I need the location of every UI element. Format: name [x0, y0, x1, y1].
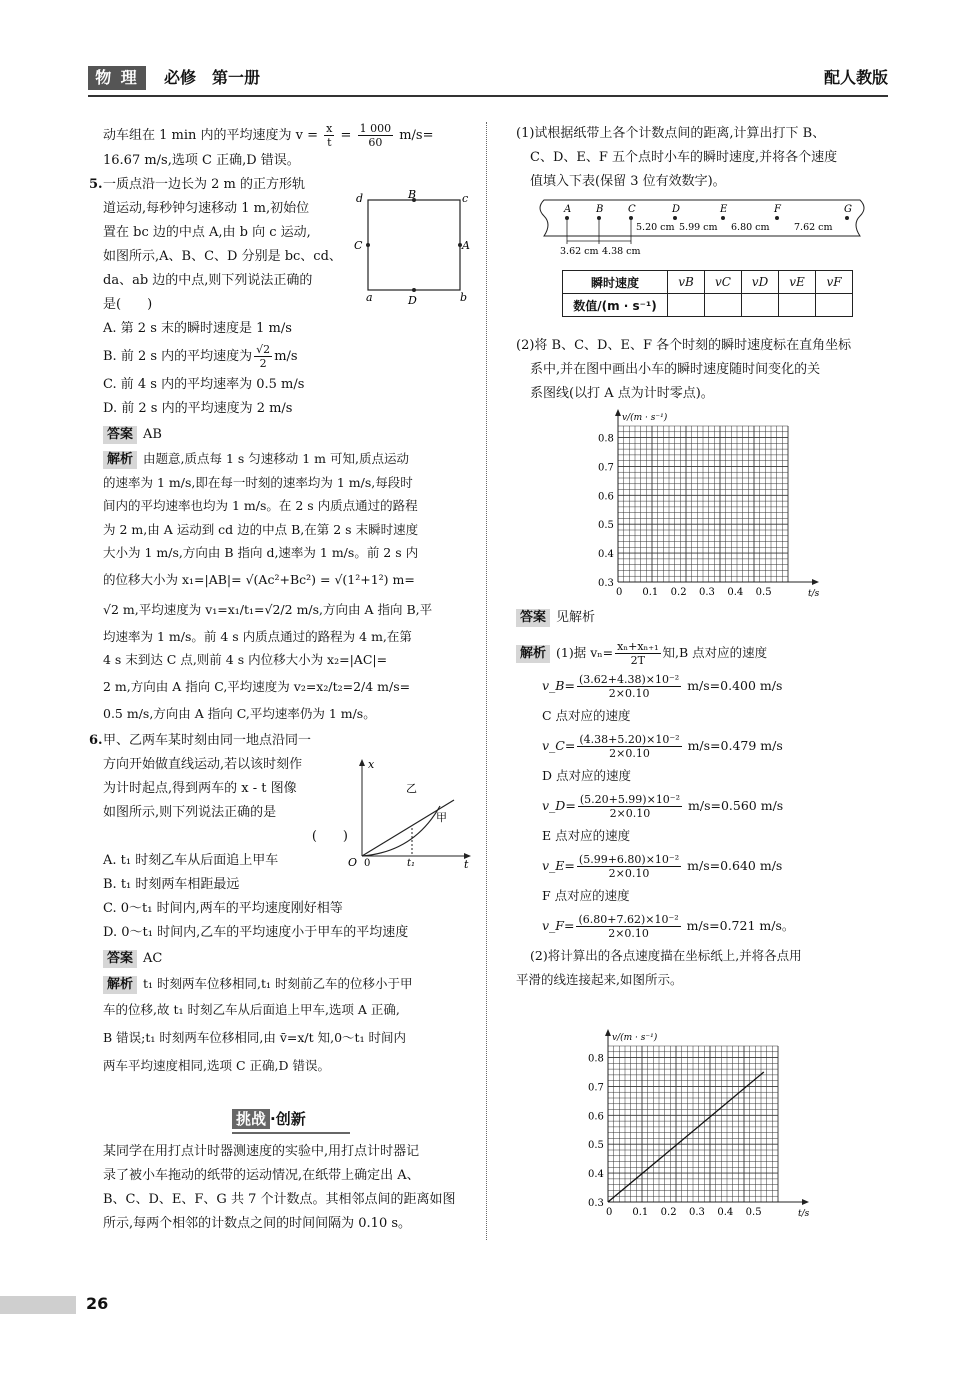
- q6-analysis: 解析 t₁ 时刻两车位移相同,t₁ 时刻前乙车的位移小于甲 车的位移,故 t₁ 时刻乙车从后面追上甲车,选项 A 正确, B 错误;t₁ 时刻两车位移相同,由 v̄=x/t 知,0～t₁ 时间内 两车平均速度相同,选项 C 正确,D 错误。: [103, 976, 413, 1073]
- origin-label: O: [348, 856, 358, 868]
- calc-label: C 点对应的速度: [542, 708, 631, 723]
- calc-vB: v_B= $\frac{\text{(3.62+4.38)×10⁻²}}{2\times 0.10}$ m/s=0.400 m/s: [542, 673, 783, 700]
- xt-graph-figure: [344, 756, 474, 868]
- q5-analysis: 解析 由题意,质点每 1 s 匀速移动 1 m 可知,质点运动 的速率为 1 m/s,即在每一时刻的速率均为 1 m/s,每段时 间内的平均速率也均为 1 m/s。在 2 s 内质点通过的路程 为 2 m,由 A 运动到 cd 边的中点 B,在第 2 s 末瞬时速度 大小为 1 m/s,方向由 B 指向 d,速率为 1 m/s。前 2 s 内 的位移大小为 x₁=|AB|= √(Ac²+Bc²) = √(1²+1²) m= √2 m,平均速度为 v₁=x₁/t₁=√2/2 m/s,方向由 A 指向 B,平 均速率为 1 m/s。前 4 s 内质点通过的路程为 4 m,在第 4 s 末到达 C 点,则前 4 s 内位移大小为 x₂=|AC|= 2 m,方向由 A 指向 C,平均速度为 v₂=x₂/t₂=2/4 m/s= 0.5 m/s,方向由 A 指向 C,平均速率仍为 1 m/s。: [103, 451, 433, 721]
- x-tick-label: 0.5: [755, 587, 772, 598]
- question-number: 6.: [89, 733, 103, 748]
- fraction: $\frac{x}{t}$: [326, 122, 333, 149]
- q5-stem-line: 道运动,每秒钟匀速移动 1 m,初始位: [103, 201, 310, 216]
- label-yi: 乙: [406, 782, 417, 795]
- y-tick-label: 0.4: [598, 549, 614, 561]
- q5-option-c: C. 前 4 s 内的平均速率为 0.5 m/s: [103, 377, 305, 392]
- table-cell: [705, 294, 742, 317]
- zero-label: 0: [364, 858, 371, 868]
- table-header-value: 数值/(m · s⁻¹): [563, 294, 668, 317]
- label-C: C: [354, 239, 363, 252]
- page-number-bar: [0, 1296, 76, 1314]
- y-tick-label: 0.4: [588, 1169, 604, 1181]
- tape-label-E: E: [720, 204, 728, 215]
- q5-stem-line: 置在 bc 边的中点 A,由 b 向 c 运动,: [103, 225, 311, 240]
- y-axis-label: v/(m · s⁻¹): [612, 1033, 658, 1043]
- q6-option-b: B. t₁ 时刻两车相距最远: [103, 877, 240, 892]
- part2-analysis: (2)将计算出的各点速度描在坐标纸上,并将各点用: [530, 948, 802, 963]
- dist-AB: 3.62 cm: [560, 246, 599, 257]
- y-tick-label: 0.7: [598, 462, 614, 474]
- table-col-vF: vF: [816, 271, 853, 294]
- banner-underline: [232, 1132, 350, 1134]
- dist-EF: 6.80 cm: [731, 222, 770, 233]
- table-col-vE: vE: [779, 271, 816, 294]
- calc-label: F 点对应的速度: [542, 888, 630, 903]
- x-tick-label: 0.1: [642, 587, 659, 598]
- tape-label-G: G: [844, 204, 852, 215]
- x-tick-label: 0.4: [727, 587, 744, 598]
- q6-option-a: A. t₁ 时刻乙车从后面追上甲车: [103, 853, 279, 868]
- q5-stem-line: 是( ): [103, 297, 153, 312]
- calc-label: E 点对应的速度: [542, 828, 631, 843]
- q6-stem-line: 为计时起点,得到两车的 x - t 图像: [103, 781, 297, 796]
- label-A: A: [462, 239, 470, 252]
- x-axis-label: t/s: [798, 1209, 810, 1219]
- label-c: c: [462, 192, 469, 205]
- paper-tape-figure: [538, 196, 870, 258]
- x-arrow: [812, 579, 819, 585]
- table-col-vC: vC: [705, 271, 742, 294]
- label-a: a: [366, 291, 373, 304]
- table-cell: [668, 294, 705, 317]
- calc-vE: v_E= $\frac{\text{(5.99+6.80)×10⁻²}}{2\times 0.10}$ m/s=0.640 m/s: [542, 853, 783, 880]
- table-header-instant: 瞬时速度: [563, 271, 668, 294]
- tape-label-B: B: [596, 204, 604, 215]
- y-tick-label: 0.6: [588, 1111, 604, 1123]
- book-title: 必修 第一册: [164, 68, 261, 87]
- right-analysis: 解析 (1)据 vₙ= $\frac{\text{xₙ+xₙ₊₁}}{2T}$ 知,B 点对应的速度 v_B= $\frac{\text{(3.62+4.38)×10⁻²}}{2\times 0.10}$ m/s=0.400 m/s C 点对应的速度 v_C= $\frac{\text{(4.38+5.20)×10⁻²}}{2\times 0.10}$ m/s=0.479 m/s D 点对应的速度 v_D= $\frac{\text{(5.20+5.99)×10⁻²}}{2\times 0.10}$ m/s=0.560 m/s E 点对应的速度 v_E= $\frac{\text{(5.99+6.80)×10⁻²}}{2\times 0.10}$ m/s=0.640 m/s F 点对应的速度 v_F= $\frac{\text{(6.80+7.62)×10⁻²}}{2\times 0.10}$ m/s=0.721 m/s。 (2)将计算出的各点速度描在坐标纸上,并将各点用 平滑的线连接起来,如图所示。: [516, 638, 886, 992]
- q6-answer: 答案 AC: [103, 947, 473, 971]
- label-D: D: [408, 294, 417, 306]
- line-jia: [362, 800, 454, 856]
- q6-stem-line: 方向开始做直线运动,若以该时刻作: [103, 757, 303, 772]
- y-tick-label: 0.5: [598, 520, 614, 532]
- continuation-line-2: 16.67 m/s,选项 C 正确,D 错误。: [103, 153, 300, 168]
- right-column: [516, 122, 886, 194]
- y-tick-label: 0.3: [588, 1198, 604, 1209]
- x-tick-label: 0.4: [717, 1207, 734, 1218]
- part2-prompt: (2)将 B、C、D、E、F 各个时刻的瞬时速度标在直角坐标 系中,并在图中画出小车的瞬时速度随时间变化的关 系图线(以打 A 点为计时零点)。: [516, 338, 852, 401]
- velocity-time-chart: [572, 1024, 822, 1224]
- x-tick-label: 0.3: [689, 1207, 705, 1218]
- x-tick-label: 0.1: [632, 1207, 649, 1218]
- velocity-line: [608, 1072, 764, 1202]
- velocity-table: [562, 270, 853, 317]
- tape-label-A: A: [564, 204, 572, 215]
- x-arrow: [802, 1199, 809, 1205]
- edition-label: 配人教版: [823, 68, 888, 87]
- axis-label-t: t: [464, 858, 469, 868]
- dist-FG: 7.62 cm: [794, 222, 833, 233]
- q5-stem-line: 一质点沿一边长为 2 m 的正方形轨: [103, 177, 305, 192]
- q5-option-d: D. 前 2 s 内的平均速度为 2 m/s: [103, 401, 293, 416]
- table-cell: [816, 294, 853, 317]
- q6-stem-line: 如图所示,则下列说法正确的是: [103, 805, 277, 820]
- y-tick-label: 0.5: [588, 1140, 604, 1152]
- question-number: 5.: [89, 177, 103, 192]
- calc-vC: v_C= $\frac{\text{(4.38+5.20)×10⁻²}}{2\times 0.10}$ m/s=0.479 m/s: [542, 733, 783, 760]
- label-d: d: [356, 192, 364, 205]
- calc-vD: v_D= $\frac{\text{(5.20+5.99)×10⁻²}}{2\times 0.10}$ m/s=0.560 m/s: [542, 793, 784, 820]
- y-tick-label: 0.6: [598, 491, 614, 503]
- table-col-vB: vB: [668, 271, 705, 294]
- square-track-figure: [352, 188, 472, 306]
- fraction: $\frac{1 000}{60}$: [359, 122, 392, 149]
- subject-badge: 物 理: [88, 66, 146, 90]
- q5-answer: 答案 AB: [103, 423, 473, 447]
- table-cell: [779, 294, 816, 317]
- dist-CD: 5.20 cm: [636, 222, 675, 233]
- q5-stem-line: da、ab 边的中点,则下列说法正确的: [103, 273, 313, 288]
- label-B: B: [408, 188, 417, 201]
- challenge-banner: 挑战 ·创新: [232, 1108, 306, 1129]
- y-tick-label: 0.8: [588, 1053, 604, 1065]
- label-b: b: [460, 291, 468, 304]
- tape-label-C: C: [628, 204, 636, 215]
- page-number: 26: [86, 1294, 109, 1313]
- q6-option-d: D. 0～t₁ 时间内,乙车的平均速度小于甲车的平均速度: [103, 925, 409, 940]
- x-tick-label: 0: [616, 587, 623, 598]
- column-divider: [486, 122, 487, 1240]
- page-header: [88, 62, 888, 94]
- axis-label-x: x: [368, 758, 375, 771]
- q6-option-c: C. 0～t₁ 时间内,两车的平均速度刚好相等: [103, 901, 343, 916]
- q5-option-b: B. 前 2 s 内的平均速度为 $\frac{√2}{2}$ m/s: [103, 343, 298, 370]
- part1-prompt: (1)试根据纸带上各个计数点间的距离,计算出打下 B、 C、D、E、F 五个点时小车的瞬时速度,并将各个速度 值填入下表(保留 3 位有效数字)。: [516, 126, 838, 189]
- calc-label: D 点对应的速度: [542, 768, 631, 783]
- x-tick-label: 0.2: [660, 1207, 677, 1218]
- table-cell: [742, 294, 779, 317]
- y-tick-label: 0.8: [598, 433, 614, 445]
- q5-stem-line: 如图所示,A、B、C、D 分别是 bc、cd、: [103, 249, 342, 264]
- continuation-line-1: 动车组在 1 min 内的平均速度为 v = $\frac{x}{t}$ = $\frac{1 000}{60}$ m/s=: [103, 122, 434, 149]
- q6-stem-line: 甲、乙两车某时刻由同一地点沿同一: [103, 733, 312, 748]
- tape-label-D: D: [672, 204, 681, 215]
- t1-label: t₁: [407, 858, 416, 868]
- label-jia: 甲: [436, 811, 447, 824]
- x-tick-label: 0.2: [670, 587, 687, 598]
- x-axis-label: t/s: [808, 589, 820, 599]
- x-tick-label: 0.3: [699, 587, 715, 598]
- y-arrow: [615, 409, 621, 416]
- q6-stem-line: ( ): [311, 829, 348, 844]
- dist-BC: 4.38 cm: [602, 246, 641, 257]
- y-tick-label: 0.7: [588, 1082, 604, 1094]
- tape-label-F: F: [774, 204, 781, 215]
- y-tick-label: 0.3: [598, 578, 614, 589]
- empty-grid-chart: [582, 404, 832, 600]
- q5-option-a: A. 第 2 s 末的瞬时速度是 1 m/s: [103, 321, 292, 336]
- calc-vF: v_F= $\frac{\text{(6.80+7.62)×10⁻²}}{2\times 0.10}$ m/s=0.721 m/s。: [542, 913, 795, 940]
- right-answer: 答案 见解析: [516, 606, 595, 627]
- part2-analysis: 平滑的线连接起来,如图所示。: [516, 972, 683, 987]
- header-rule: [88, 95, 888, 97]
- y-axis-label: v/(m · s⁻¹): [622, 413, 668, 423]
- x-tick-label: 0: [606, 1207, 613, 1218]
- table-col-vD: vD: [742, 271, 779, 294]
- x-tick-label: 0.5: [745, 1207, 762, 1218]
- dist-DE: 5.99 cm: [679, 222, 718, 233]
- challenge-problem: 某同学在用打点计时器测速度的实验中,用打点计时器记 录了被小车拖动的纸带的运动情况,在纸带上确定出 A、 B、C、D、E、F、G 共 7 个计数点。其相邻点间的距离如图 所示,每两个相邻的计数点之间的时间间隔为 0.10 s。: [103, 1144, 456, 1231]
- y-arrow: [605, 1029, 611, 1036]
